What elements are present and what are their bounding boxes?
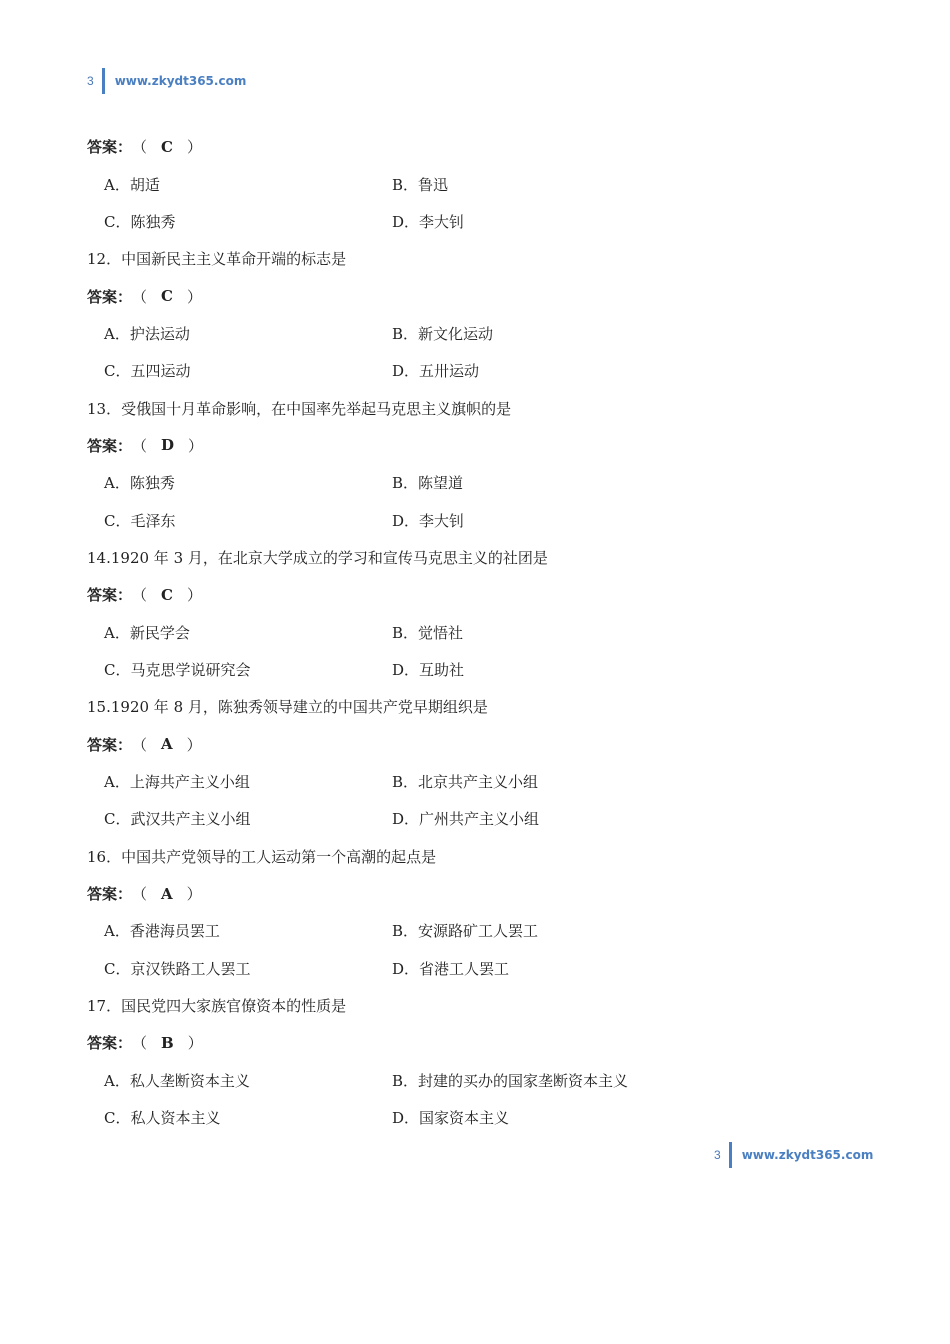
options-row [87, 464, 887, 501]
header-divider [102, 68, 105, 94]
options-row [87, 1062, 887, 1099]
question-text: 16．中国共产党领导的工人运动第一个高潮的起点是 [87, 847, 437, 866]
option-b: B．觉悟社 [392, 623, 464, 642]
option-d: D．五卅运动 [392, 362, 480, 381]
option-c: C．武汉共产主义小组 [104, 810, 251, 829]
answer-line: 答案： （ A ） [87, 884, 202, 904]
question-list [87, 128, 887, 1136]
answer-label: 答案： [87, 586, 133, 605]
option-d: D．广州共产主义小组 [392, 810, 540, 829]
answer-letter: A [161, 735, 173, 754]
site-url: www.zkydt365.com [114, 74, 247, 88]
answer-letter: D [161, 436, 175, 455]
question-text: 14.1920 年 3 月，在北京大学成立的学习和宣传马克思主义的社团是 [87, 548, 548, 567]
page-number: 3 [87, 74, 94, 88]
option-a: A．护法运动 [104, 324, 190, 343]
options-row [87, 950, 887, 987]
options-row [87, 651, 887, 688]
option-b: B．鲁迅 [392, 175, 449, 194]
option-a: A．陈独秀 [104, 474, 175, 493]
option-b: B．新文化运动 [392, 324, 494, 343]
option-a: A．新民学会 [104, 623, 190, 642]
answer-letter: A [161, 884, 173, 903]
answer-label: 答案： [87, 287, 133, 306]
option-d: D．国家资本主义 [392, 1109, 510, 1128]
options-row [87, 1099, 887, 1136]
answer-letter: B [161, 1033, 174, 1052]
options-row [87, 763, 887, 800]
question-text: 17．国民党四大家族官僚资本的性质是 [87, 997, 347, 1016]
footer-divider [729, 1142, 732, 1168]
answer-line: 答案： （ D ） [87, 436, 204, 455]
answer-letter: C [161, 287, 173, 306]
answer-line: 答案： （ C ） [87, 137, 202, 157]
option-b: B．北京共产主义小组 [392, 773, 539, 792]
option-a: A．上海共产主义小组 [104, 773, 250, 792]
site-url: www.zkydt365.com [741, 1148, 874, 1162]
answer-label: 答案： [87, 138, 133, 157]
page-footer [714, 1142, 873, 1168]
answer-label: 答案： [87, 1034, 133, 1053]
answer-line: 答案： （ B ） [87, 1033, 203, 1053]
option-d: D．李大钊 [392, 212, 465, 231]
option-d: D．李大钊 [392, 511, 465, 530]
answer-label: 答案： [87, 885, 133, 904]
options-row [87, 165, 887, 202]
page-number: 3 [714, 1148, 721, 1162]
options-row [87, 315, 887, 352]
page-header [87, 68, 246, 94]
answer-line: 答案： （ A ） [87, 735, 202, 754]
option-c: C．毛泽东 [104, 511, 176, 530]
option-a: A．香港海员罢工 [104, 922, 220, 941]
option-b: B．安源路矿工人罢工 [392, 922, 539, 941]
answer-letter: C [161, 137, 173, 156]
option-a: A．胡适 [104, 175, 160, 194]
options-row [87, 613, 887, 650]
options-row [87, 352, 887, 389]
answer-line: 答案： （ C ） [87, 585, 202, 605]
question-text: 13．受俄国十月革命影响，在中国率先举起马克思主义旗帜的是 [87, 399, 512, 418]
option-b: B．陈望道 [392, 474, 464, 493]
option-a: A．私人垄断资本主义 [104, 1071, 250, 1090]
option-d: D．互助社 [392, 660, 465, 679]
option-c: C．五四运动 [104, 362, 191, 381]
options-row [87, 912, 887, 949]
option-c: C．京汉铁路工人罢工 [104, 959, 251, 978]
option-d: D．省港工人罢工 [392, 959, 510, 978]
answer-label: 答案： [87, 436, 133, 455]
answer-letter: C [161, 585, 173, 604]
option-c: C．私人资本主义 [104, 1109, 221, 1128]
options-row [87, 203, 887, 240]
option-b: B．封建的买办的国家垄断资本主义 [392, 1071, 629, 1090]
options-row [87, 800, 887, 837]
options-row [87, 501, 887, 538]
question-text: 12．中国新民主主义革命开端的标志是 [87, 250, 347, 269]
answer-line: 答案： （ C ） [87, 287, 202, 306]
answer-label: 答案： [87, 735, 133, 754]
question-text: 15.1920 年 8 月，陈独秀领导建立的中国共产党早期组织是 [87, 698, 488, 717]
option-c: C．陈独秀 [104, 212, 176, 231]
option-c: C．马克思学说研究会 [104, 660, 251, 679]
